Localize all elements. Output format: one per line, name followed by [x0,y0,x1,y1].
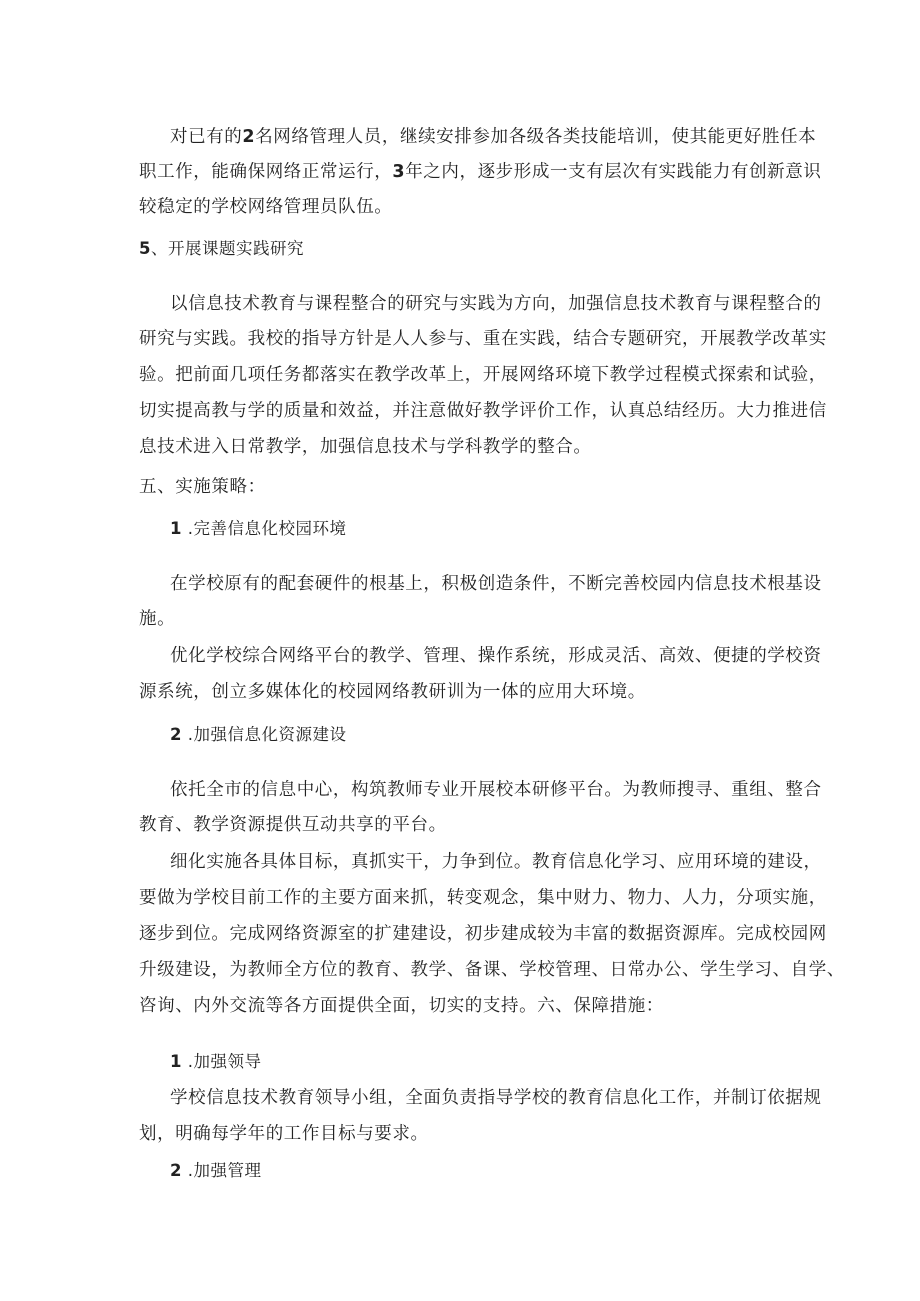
subheading-4 [170,1160,261,1182]
number-run: 2 [170,1161,182,1180]
number-run: 1 [170,1052,182,1071]
subheading-2 [170,724,346,746]
paragraph-line: 咨询、内外交流等各方面提供全面，切实的支持。六、保障措施： [139,996,664,1016]
number-run: 1 [170,519,182,538]
number-run: 5 [139,239,151,258]
paragraph-line [170,126,816,148]
number-run: 2 [242,127,256,147]
paragraph-line: 验。把前面几项任务都落实在教学改革上，开展网络环境下教学过程模式探索和试验， [139,365,827,385]
text-run: .加强领导 [181,1052,262,1071]
paragraph-line: 升级建设，为教师全方位的教育、教学、备课、学校管理、日常办公、学生学习、自学、 [139,960,845,980]
text-run: .完善信息化校园环境 [181,519,347,538]
text-run: .加强管理 [181,1161,262,1180]
paragraph-line [139,161,822,183]
number-run: 3 [392,162,406,182]
paragraph-line: 切实提高教与学的质量和效益，并注意做好教学评价工作，认真总结经历。大力推进信 [139,401,827,421]
paragraph-line: 息技术进入日常教学，加强信息技术与学科教学的整合。 [139,437,592,457]
text-run: 年之内，逐步形成一支有层次有实践能力有创新意识 [405,162,822,182]
paragraph-line: 教育、教学资源提供互动共享的平台。 [139,815,447,835]
paragraph-line: 划，明确每学年的工作目标与要求。 [139,1124,429,1144]
text-run: 名网络管理人员，继续安排参加各级各类技能培训，使其能更好胜任本 [255,127,817,147]
subheading-1 [170,518,346,540]
paragraph-line: 细化实施各具体目标，真抓实干，力争到位。教育信息化学习、应用环境的建设， [170,852,822,872]
paragraph-line: 源系统，创立多媒体化的校园网络教研训为一体的应用大环境。 [139,682,646,702]
paragraph-line: 较稳定的学校网络管理员队伍。 [139,197,393,217]
number-run: 2 [170,725,182,744]
paragraph-line: 优化学校综合网络平台的教学、管理、操作系统，形成灵活、高效、便捷的学校资 [170,646,822,666]
paragraph-line: 施。 [139,609,176,629]
paragraph-line: 学校信息技术教育领导小组，全面负责指导学校的教育信息化工作，并制订依据规 [170,1088,822,1108]
section-heading-five: 五、实施策略： [139,477,266,497]
text-run: 对已有的 [170,127,243,147]
paragraph-line: 在学校原有的配套硬件的根基上，积极创造条件，不断完善校园内信息技术根基设 [170,574,822,594]
paragraph-line: 研究与实践。我校的指导方针是人人参与、重在实践，结合专题研究，开展教学改革实 [139,329,827,349]
text-run: 、开展课题实践研究 [150,239,304,258]
paragraph-line: 要做为学校目前工作的主要方面来抓，转变观念，集中财力、物力、人力，分项实施， [139,888,827,908]
text-run: 职工作，能确保网络正常运行， [139,162,393,182]
section-heading-5 [139,238,304,260]
paragraph-line: 逐步到位。完成网络资源室的扩建建设，初步建成较为丰富的数据资源库。完成校园网 [139,924,827,944]
subheading-3 [170,1051,261,1073]
paragraph-line: 以信息技术教育与课程整合的研究与实践为方向，加强信息技术教育与课程整合的 [170,294,822,314]
paragraph-line: 依托全市的信息中心，构筑教师专业开展校本研修平台。为教师搜寻、重组、整合 [170,780,822,800]
text-run: .加强信息化资源建设 [181,725,347,744]
